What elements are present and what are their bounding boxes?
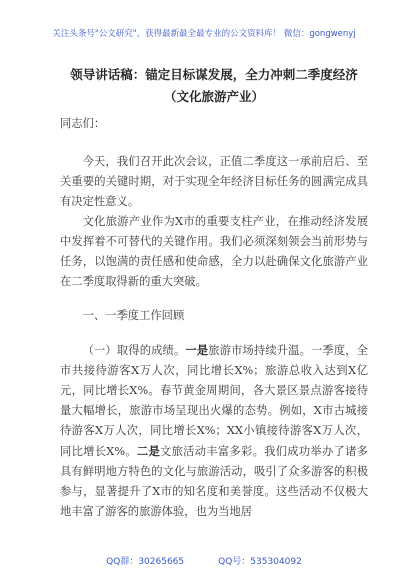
paragraph-achievements (60, 340, 368, 522)
footer-contact (0, 554, 408, 567)
paragraph-opening: 今天，我们召开此次会议，正值二季度这一承前启后、至关重要的关键时期，对于实现全年经济目标任务的圆满完成具有决定性意义。 (60, 155, 368, 208)
paragraph-industry: 文化旅游产业作为X市的重要支柱产业，在推动经济发展中发挥着不可替代的关键作用。我们必须深刻领会当前形势与任务，以饱满的责任感和使命感，全力以赴确保文化旅游产业在二季度取得新的重大突破。 (60, 215, 368, 288)
subsection-heading: （一）取得的成绩。 (82, 344, 186, 357)
document-title: 领导讲话稿：锚定目标谋发展，全力冲刺二季度经济（文化旅游产业） (70, 67, 358, 104)
point-two-text: 文旅活动丰富多彩。我们成功举办了诸多具有鲜明地方特色的文化与旅游活动，吸引了众多游客的积极参与，显著提升了X市的知名度和美誉度。这些活动不仅极大地丰富了游客的旅游体验，也为当地居 (60, 445, 368, 518)
point-two-label: 二是 (136, 444, 161, 458)
footer-qq-group: QQ群：30265665 (106, 557, 185, 567)
salutation: 同志们： (60, 117, 106, 130)
point-one-label: 一是 (185, 343, 209, 357)
header-note: 关注头条号"公文研究"，获得最新最全最专业的公文资料库！ 微信：gongwenyj (52, 29, 356, 39)
section-heading: 一、一季度工作回顾 (82, 309, 185, 322)
footer-qq-number: QQ号：535304092 (218, 557, 302, 567)
document-body (60, 114, 368, 522)
point-one-text: 旅游市场持续升温。一季度，全市共接待游客X万人次，同比增长X%；旅游总收入达到X亿元，同比增长X%。春节黄金周期间，各大景区景点游客接待量大幅增长，旅游市场呈现出火爆的态势。例如，X市古城接待游客X万人次，同比增长X%；XX小镇接待游客X万人次，同比增长X%。 (60, 344, 368, 458)
